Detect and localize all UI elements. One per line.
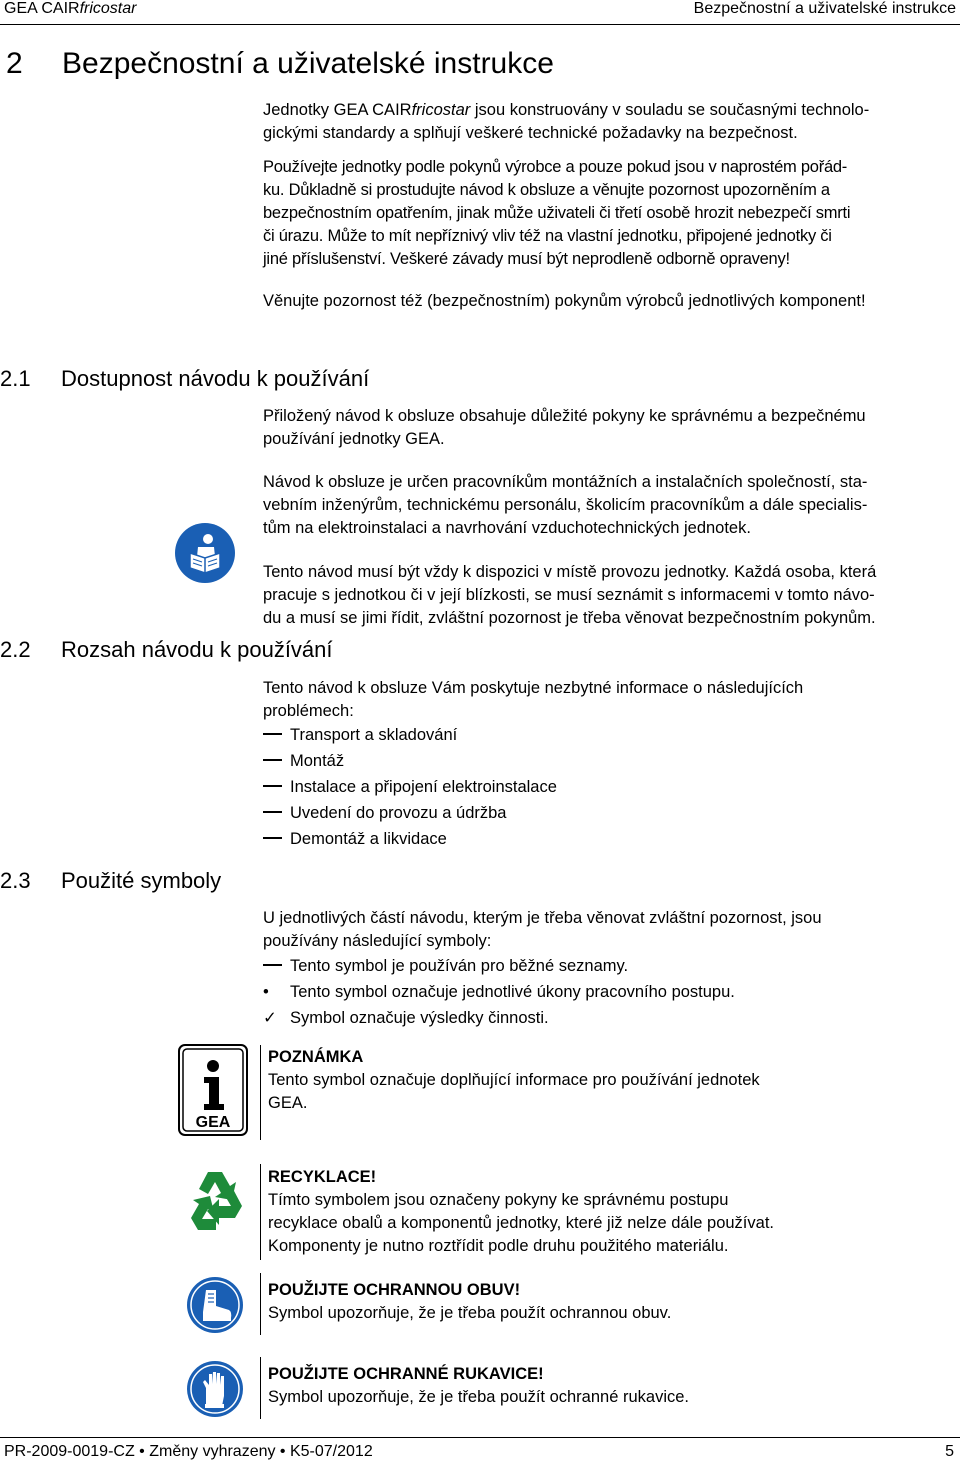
section-2-1-paragraph-3: Tento návod musí být vždy k dispozici v místě provozu jednotky. Každá osoba, která pracuje s jednotkou či v její blízkosti, se musí seznámit s informacemi v tomto návo- du a musí se jimi řídit, zvláštní pozornost je třeba věnovat bezpečnostním pokynům. [263,563,877,627]
read-manual-icon [174,522,236,584]
gloves-divider [260,1357,261,1419]
gea-logo-text: GEA [195,1114,231,1131]
note-block: POZNÁMKA Tento symbol označuje doplňující informace pro používání jednotek GEA. [268,1048,760,1112]
list-item: Tento symbol je používán pro běžné seznamy. [263,955,953,981]
gea-info-icon [178,1044,248,1136]
list-item: Demontáž a likvidace [263,828,953,854]
page-number: 5 [945,1443,954,1460]
section-2-1-paragraph-2: Návod k obsluze je určen pracovníkům montážních a instalačních společností, sta- vebním inženýrům, technickému personálu, školicím pracovníkům a dále specialis- tům na elektroinstalaci a navrhování vzduchotechnických jednotek. [263,473,868,537]
dash-marker [263,785,282,787]
section-2-3-intro: U jednotlivých částí návodu, kterým je třeba věnovat zvláštní pozornost, jsou používány následující symboly: [263,909,822,950]
shoes-divider [260,1273,261,1335]
section-2-usage-paragraph: Používejte jednotky podle pokynů výrobce a pouze pokud jsou v naprostém pořád- ku. Důkladně si prostudujte návod k obsluze a věnujte pozornost upozorněním a bezpečnostním opatřením, jinak může uživateli či třetí osobě hrozit nebezpečí smrti či úrazu. Může to mít nepříznivý vliv též na vlastní jednotku, připojené jednotky či jiné příslušenství. Veškeré závady musí být neprodleně odborně opraveny! [263,158,851,268]
protective-gloves-icon [186,1360,244,1418]
section-2-1-paragraph-1: Přiložený návod k obsluze obsahuje důležité pokyny ke správnému a bezpečnému používání jednotky GEA. [263,407,866,448]
recycle-divider [260,1164,261,1260]
dash-marker [263,733,282,735]
dash-marker [263,759,282,761]
list-item: Instalace a připojení elektroinstalace [263,776,953,802]
section-2-2-intro: Tento návod k obsluze Vám poskytuje nezbytné informace o následujících problémech: [263,679,804,720]
checkmark-marker: ✓ [263,1009,277,1027]
header-chapter-title: Bezpečnostní a uživatelské instrukce [693,0,956,17]
safety-shoes-icon [186,1276,244,1334]
list-item: ✓ Symbol označuje výsledky činnosti. [263,1007,953,1033]
dash-marker [263,964,282,966]
scope-topic-list [263,724,953,854]
bullet-marker: • [263,983,269,1001]
dash-marker [263,837,282,839]
safety-shoes-block: POUŽIJTE OCHRANNOU OBUV! Symbol upozorňuje, že je třeba použít ochrannou obuv. [268,1281,672,1322]
note-divider [260,1045,261,1140]
list-item: Montáž [263,750,953,776]
symbol-legend-list [263,955,953,1033]
footer-divider [0,1437,960,1438]
protective-gloves-block: POUŽIJTE OCHRANNÉ RUKAVICE! Symbol upozorňuje, že je třeba použít ochranné rukavice. [268,1365,689,1406]
dash-marker [263,811,282,813]
recycling-icon [178,1166,250,1238]
header-document-title: GEA CAIRfricostar [4,0,137,17]
header-divider [0,24,960,25]
footer-document-code: PR-2009-0019-CZ • Změny vyhrazeny • K5-07/2012 [4,1443,373,1460]
list-item: Transport a skladování [263,724,953,750]
recycle-block: RECYKLACE! Tímto symbolem jsou označeny pokyny ke správnému postupu recyklace obalů a komponentů jednotky, které již nelze dále používat. Komponenty je nutno roztřídit podle druhu použitého materiálu. [268,1168,774,1255]
section-2-intro-paragraph: Jednotky GEA CAIRfricostar jsou konstruovány v souladu se současnými technolo- gickými standardy a splňují veškeré technické požadavky na bezpečnost. [263,101,870,142]
section-2-components-paragraph: Věnujte pozornost též (bezpečnostním) pokynům výrobců jednotlivých komponent! [263,292,866,310]
list-item: Uvedení do provozu a údržba [263,802,953,828]
list-item: • Tento symbol označuje jednotlivé úkony pracovního postupu. [263,981,953,1007]
